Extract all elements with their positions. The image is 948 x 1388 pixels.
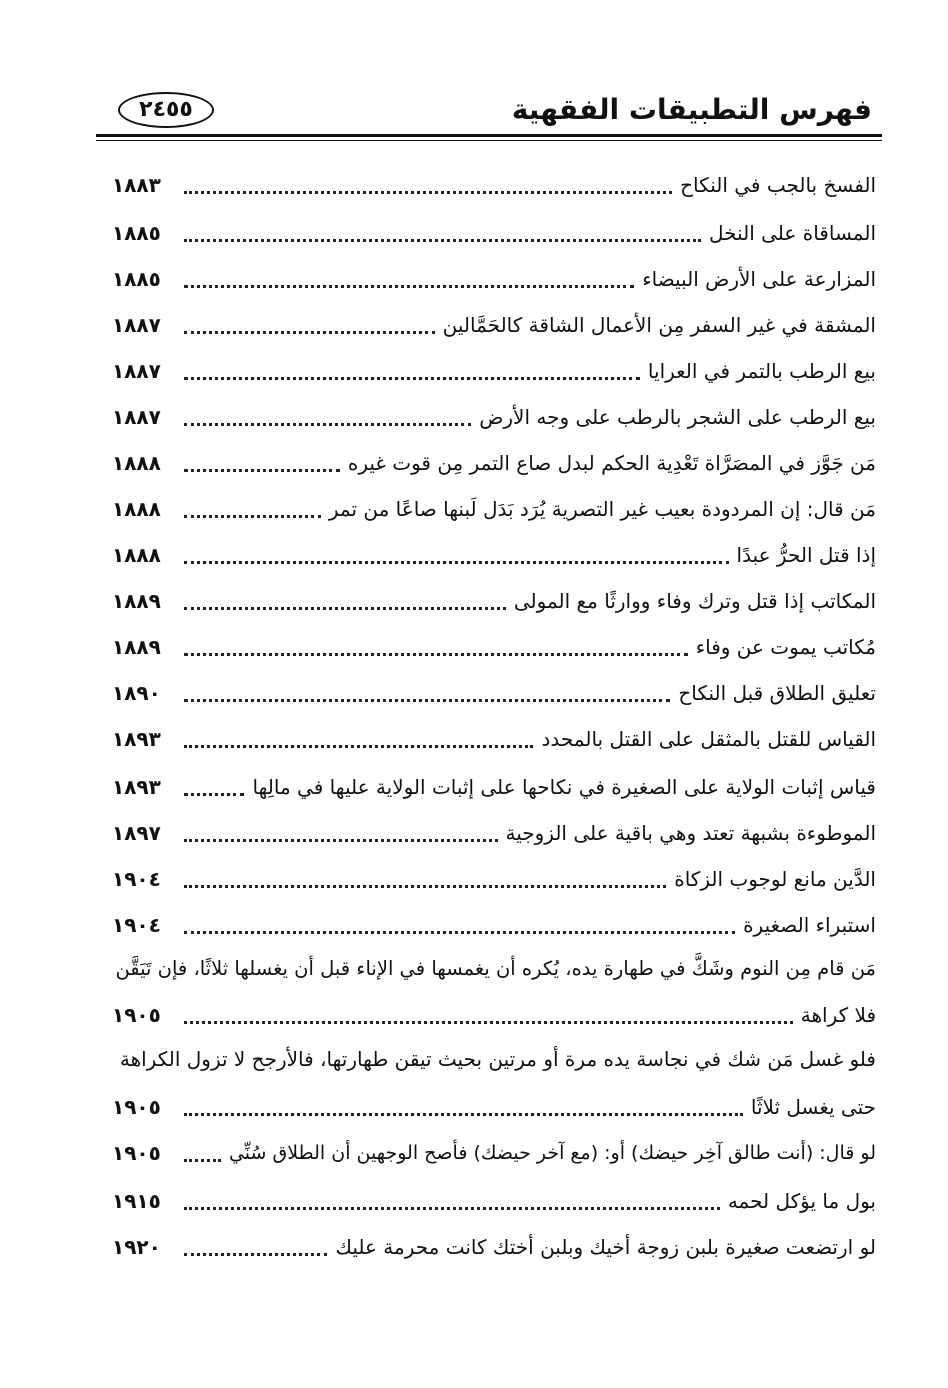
entry-page-number: ١٨٩٠ <box>112 681 161 705</box>
dot-leader <box>184 377 640 380</box>
dot-leader <box>184 699 670 702</box>
index-entry <box>112 490 876 526</box>
header-rule-thin <box>96 140 882 141</box>
index-entry <box>112 536 876 572</box>
index-entry <box>112 906 876 942</box>
entry-page-number: ١٨٩٣ <box>112 775 161 799</box>
dot-leader <box>184 885 666 888</box>
dot-leader <box>184 1159 221 1162</box>
entry-text: حتى يغسل ثلاثًا <box>750 1095 876 1119</box>
index-entry <box>112 628 876 664</box>
dot-leader <box>184 745 533 748</box>
entry-page-number: ١٩٠٤ <box>112 913 161 937</box>
entry-text: قياس إثبات الولاية على الصغيرة في نكاحها على إثبات الولاية عليها في مالِها <box>252 775 876 799</box>
entry-page-number: ١٨٩٧ <box>112 821 161 845</box>
header-rule <box>96 134 882 137</box>
index-entry <box>112 260 876 296</box>
dot-leader <box>184 839 498 842</box>
page-number-badge: ٢٤٥٥ <box>118 92 214 128</box>
dot-leader <box>184 469 340 472</box>
index-entry <box>112 1134 876 1170</box>
dot-leader <box>184 1113 743 1116</box>
index-entry <box>112 166 876 202</box>
entry-text: لو ارتضعت صغيرة بلبن زوجة أخيك وبلبن أختك كانت محرمة عليك <box>335 1235 876 1259</box>
entry-page-number: ١٩٠٥ <box>112 1003 161 1027</box>
entry-page-number: ١٨٨٨ <box>112 497 161 521</box>
dot-leader <box>184 653 688 656</box>
entry-page-number: ١٨٨٧ <box>112 359 161 383</box>
index-entry <box>112 996 876 1032</box>
entry-page-number: ١٨٨٨ <box>112 451 161 475</box>
dot-leader <box>184 191 672 194</box>
entry-text: مَن قال: إن المردودة بعيب غير التصرية يُرَد بَدَل لَبنها صاعًا من تمر <box>328 497 876 521</box>
index-entry <box>112 214 876 250</box>
entry-text: المشقة في غير السفر مِن الأعمال الشاقة كالحَمَّالين <box>442 313 876 337</box>
entry-text: إذا قتل الحرُّ عبدًا <box>736 543 876 567</box>
dot-leader <box>184 561 729 564</box>
entry-page-number: ١٨٨٩ <box>112 589 161 613</box>
dot-leader <box>184 1253 327 1256</box>
page-header <box>96 88 880 134</box>
entry-page-number: ١٨٨٧ <box>112 313 161 337</box>
entry-page-number: ١٨٨٧ <box>112 405 161 429</box>
index-entry <box>112 1088 876 1124</box>
index-entry <box>112 814 876 850</box>
entry-text: بيع الرطب بالتمر في العرايا <box>647 359 876 383</box>
entry-text: مَن جَوَّز في المصَرَّاة تَعْدِية الحكم لبدل صاع التمر مِن قوت غيره <box>347 451 876 475</box>
entry-text: الموطوءة بشبهة تعتد وهي باقية على الزوجية <box>505 821 876 845</box>
entry-text: تعليق الطلاق قبل النكاح <box>678 681 876 705</box>
index-entry <box>112 398 876 434</box>
entry-text: المساقاة على النخل <box>709 221 876 245</box>
entry-page-number: ١٩٢٠ <box>112 1235 161 1259</box>
entry-page-number: ١٨٩٣ <box>112 727 161 751</box>
entry-page-number: ١٨٨٥ <box>112 221 161 245</box>
index-entry <box>112 582 876 618</box>
entry-text: استبراء الصغيرة <box>743 913 876 937</box>
page-title: فهرس التطبيقات الفقهية <box>511 93 872 126</box>
dot-leader <box>184 1021 793 1024</box>
entry-text: فلا كراهة <box>800 1003 876 1027</box>
index-entry <box>112 720 876 756</box>
entry-text: بيع الرطب على الشجر بالرطب على وجه الأرض <box>479 405 876 429</box>
index-entry <box>112 444 876 480</box>
dot-leader <box>184 331 435 334</box>
dot-leader <box>184 423 471 426</box>
index-entry <box>112 860 876 896</box>
dot-leader <box>184 607 506 610</box>
dot-leader <box>184 931 735 934</box>
entry-text: لو قال: (أنت طالق آخِر حيضك) أو: (مع آخر حيضك) فأصح الوجهين أن الطلاق سُنِّي <box>228 1142 876 1164</box>
entry-page-number: ١٩٠٤ <box>112 867 161 891</box>
dot-leader <box>184 1207 720 1210</box>
entry-continuation-line: فلو غسل مَن شك في نجاسة يده مرة أو مرتين بحيث تيقن طهارتها، فالأرجح لا تزول الكراهة <box>119 1047 876 1071</box>
entry-page-number: ١٨٨٥ <box>112 267 161 291</box>
entry-text: المكاتب إذا قتل وترك وفاء ووارثًا مع المولى <box>513 589 876 613</box>
entry-text: الفسخ بالجب في النكاح <box>680 173 876 197</box>
entry-text: الدَّين مانع لوجوب الزكاة <box>674 867 876 891</box>
index-entry <box>112 674 876 710</box>
dot-leader <box>184 285 634 288</box>
index-entry <box>112 1228 876 1264</box>
entry-text: بول ما يؤكل لحمه <box>727 1189 876 1213</box>
entry-text: مُكاتب يموت عن وفاء <box>695 635 876 659</box>
index-entry <box>112 768 876 804</box>
dot-leader <box>184 239 701 242</box>
index-entry <box>112 1182 876 1218</box>
dot-leader <box>184 793 244 796</box>
entry-text: القياس للقتل بالمثقل على القتل بالمحدد <box>541 727 876 751</box>
entry-page-number: ١٩٠٥ <box>112 1095 161 1119</box>
entry-page-number: ١٩٠٥ <box>112 1141 161 1165</box>
index-entry <box>112 352 876 388</box>
entry-text: المزارعة على الأرض البيضاء <box>642 267 876 291</box>
entry-page-number: ١٨٨٨ <box>112 543 161 567</box>
index-entry <box>112 306 876 342</box>
entry-page-number: ١٨٨٣ <box>112 173 161 197</box>
entry-page-number: ١٨٨٩ <box>112 635 161 659</box>
entry-continuation-line: مَن قام مِن النوم وشَكَّ في طهارة يده، يُكره أن يغمسها في الإناء قبل أن يغسلها ثلاثًا، فإن تَيَقَّن <box>115 957 876 980</box>
dot-leader <box>184 515 321 518</box>
entry-page-number: ١٩١٥ <box>112 1189 161 1213</box>
